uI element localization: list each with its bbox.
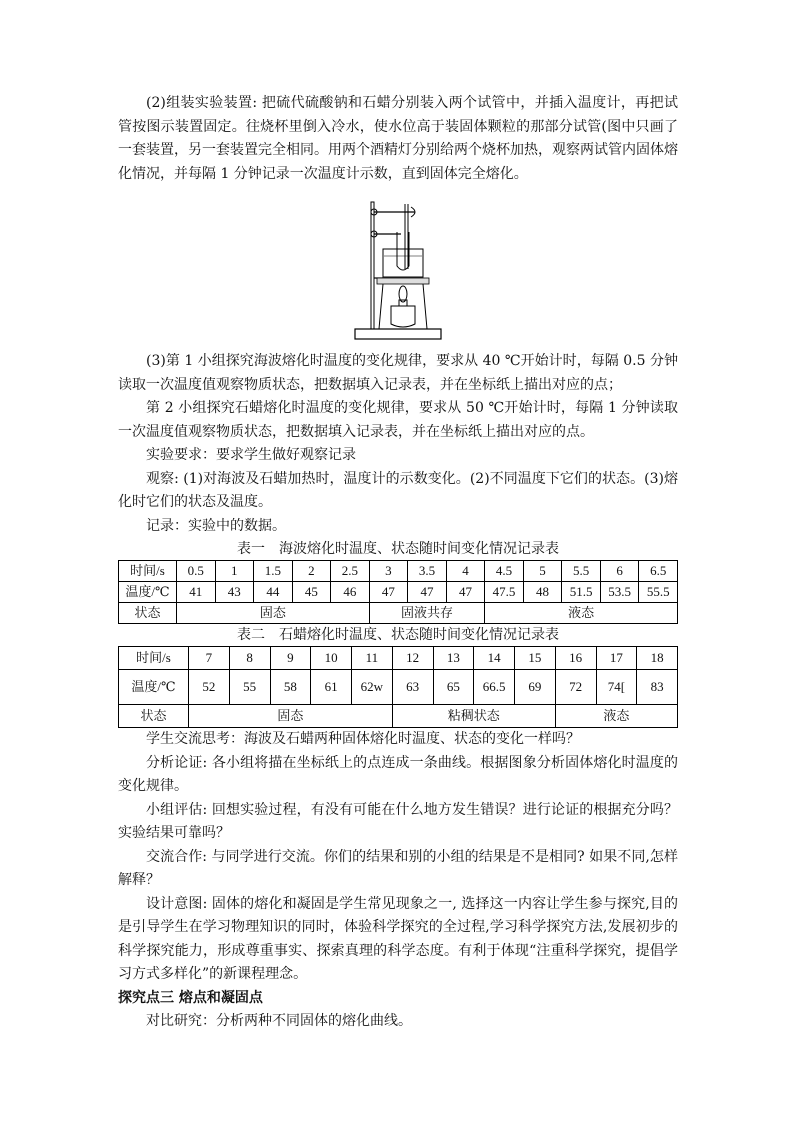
- table-cell: 6: [600, 561, 639, 582]
- table-cell: 51.5: [562, 582, 601, 603]
- table-cell: 47: [408, 582, 447, 603]
- table-cell: 47: [369, 582, 408, 603]
- table-row: [119, 705, 678, 728]
- paragraph-evaluation: 小组评估: 回想实验过程，有没有可能在什么地方发生错误？进行论证的根据充分吗？实验结果可靠吗？: [118, 801, 678, 841]
- table-cell: 47: [446, 582, 485, 603]
- paragraph-discussion: 学生交流思考：海波及石蜡两种固体熔化时温度、状态的变化一样吗？: [146, 731, 580, 747]
- paragraph-group1: (3)第 1 小组探究海波熔化时温度的变化规律，要求从 40 ℃开始计时，每隔 0.5 分钟读取一次温度值观察物质状态，把数据填入记录表，并在坐标纸上描出对应的点；: [118, 353, 678, 393]
- table-cell: 48: [523, 582, 562, 603]
- table-cell: 4.5: [485, 561, 524, 582]
- table-cell: 16: [555, 647, 596, 670]
- table-cell: 72: [555, 670, 596, 705]
- table-cell: 10: [311, 647, 352, 670]
- table-cell: 液态: [485, 603, 678, 624]
- table-cell: 1.5: [254, 561, 293, 582]
- table-cell: 13: [433, 647, 474, 670]
- table2-paraffin: [118, 646, 678, 728]
- table-cell: 74[: [596, 670, 637, 705]
- table-cell: 47.5: [485, 582, 524, 603]
- table-row: [119, 670, 678, 705]
- table-cell: 8: [229, 647, 270, 670]
- table-cell: 18: [637, 647, 678, 670]
- table-cell: 固液共存: [369, 603, 485, 624]
- table-cell: 5: [523, 561, 562, 582]
- table-cell: 9: [270, 647, 311, 670]
- paragraph-analysis: 分析论证: 各小组将描在坐标纸上的点连成一条曲线。根据图象分析固体熔化时温度的变化规律。: [118, 754, 678, 794]
- paragraph-cooperation: 交流合作: 与同学进行交流。你们的结果和别的小组的结果是不是相同? 如果不同,怎样解释？: [118, 848, 678, 888]
- table-header-cell: 时间/s: [119, 647, 189, 670]
- table-cell: 14: [474, 647, 515, 670]
- table-cell: 65: [433, 670, 474, 705]
- table-cell: 44: [254, 582, 293, 603]
- table-cell: 1: [215, 561, 254, 582]
- table-cell: 7: [189, 647, 230, 670]
- table-row: [119, 582, 678, 603]
- table-cell: 粘稠状态: [392, 705, 555, 728]
- table-cell: 52: [189, 670, 230, 705]
- table-cell: 55: [229, 670, 270, 705]
- paragraph-requirements: 实验要求：要求学生做好观察记录: [146, 447, 356, 463]
- table-row: [119, 561, 678, 582]
- table-cell: 6.5: [639, 561, 678, 582]
- table-cell: 液态: [555, 705, 677, 728]
- table-cell: 62w: [352, 670, 393, 705]
- paragraph-assembly: (2)组装实验装置: 把硫代硫酸钠和石蜡分别装入两个试管中，并插入温度计，再把试管按图示装置固定。往烧杯里倒入冷水，使水位高于装固体颗粒的那部分试管(图中只画了一套装置，另一套装置完全相同。用两个酒精灯分别给两个烧杯加热，观察两试管内固体熔化情况，并每隔 1 分钟记录一次温度计示数，直到固体完全熔化。: [118, 95, 678, 182]
- table-row: [119, 647, 678, 670]
- table-cell: 45: [292, 582, 331, 603]
- table-cell: 4: [446, 561, 485, 582]
- table-header-cell: 状态: [119, 705, 189, 728]
- melting-apparatus-illustration: [353, 194, 443, 344]
- table-header-cell: 时间/s: [119, 561, 177, 582]
- table-header-cell: 温度/℃: [119, 582, 177, 603]
- apparatus-figure: [118, 194, 678, 344]
- table-cell: 2: [292, 561, 331, 582]
- table-cell: 53.5: [600, 582, 639, 603]
- table1-hypo: [118, 560, 678, 624]
- paragraph-observation: 观察: (1)对海波及石蜡加热时，温度计的示数变化。(2)不同温度下它们的状态。(3)熔化时它们的状态及温度。: [118, 470, 678, 510]
- table-cell: 43: [215, 582, 254, 603]
- table-cell: 63: [392, 670, 433, 705]
- table-cell: 固态: [189, 705, 393, 728]
- table-cell: 55.5: [639, 582, 678, 603]
- section-heading: 探究点三 熔点和凝固点: [118, 989, 263, 1006]
- table-cell: 固态: [177, 603, 370, 624]
- table-row: [119, 603, 678, 624]
- table1-caption: 表一 海波熔化时温度、状态随时间变化情况记录表: [237, 541, 559, 557]
- paragraph-record: 记录：实验中的数据。: [146, 517, 286, 534]
- table-cell: 83: [637, 670, 678, 705]
- table-cell: 66.5: [474, 670, 515, 705]
- table-header-cell: 状态: [119, 603, 177, 624]
- table-cell: 5.5: [562, 561, 601, 582]
- table-cell: 2.5: [331, 561, 370, 582]
- table2-caption: 表二 石蜡熔化时温度、状态随时间变化情况记录表: [237, 627, 559, 643]
- table-cell: 17: [596, 647, 637, 670]
- table-cell: 3.5: [408, 561, 447, 582]
- table-cell: 61: [311, 670, 352, 705]
- table-cell: 69: [515, 670, 556, 705]
- table-cell: 0.5: [177, 561, 216, 582]
- table-cell: 15: [515, 647, 556, 670]
- table-cell: 41: [177, 582, 216, 603]
- table-cell: 3: [369, 561, 408, 582]
- table-cell: 11: [352, 647, 393, 670]
- table-cell: 12: [392, 647, 433, 670]
- table-cell: 58: [270, 670, 311, 705]
- table-cell: 46: [331, 582, 370, 603]
- paragraph-comparison: 对比研究：分析两种不同固体的熔化曲线。: [146, 1013, 412, 1029]
- paragraph-group2: 第 2 小组探究石蜡熔化时温度的变化规律，要求从 50 ℃开始计时，每隔 1 分钟读取一次温度值观察物质状态，把数据填入记录表，并在坐标纸上描出对应的点。: [118, 400, 678, 440]
- table-header-cell: 温度/℃: [119, 670, 189, 705]
- document-page: [118, 92, 678, 1034]
- paragraph-design-intent: 设计意图: 固体的熔化和凝固是学生常见现象之一, 选择这一内容让学生参与探究,目的是引导学生在学习物理知识的同时，体验科学探究的全过程,学习科学探究方法,发展初步的科学探究能力，形成尊重事实、探索真理的科学态度。有利于体现“注重科学探究，提倡学习方式多样化”的新课程理念。: [118, 895, 678, 982]
